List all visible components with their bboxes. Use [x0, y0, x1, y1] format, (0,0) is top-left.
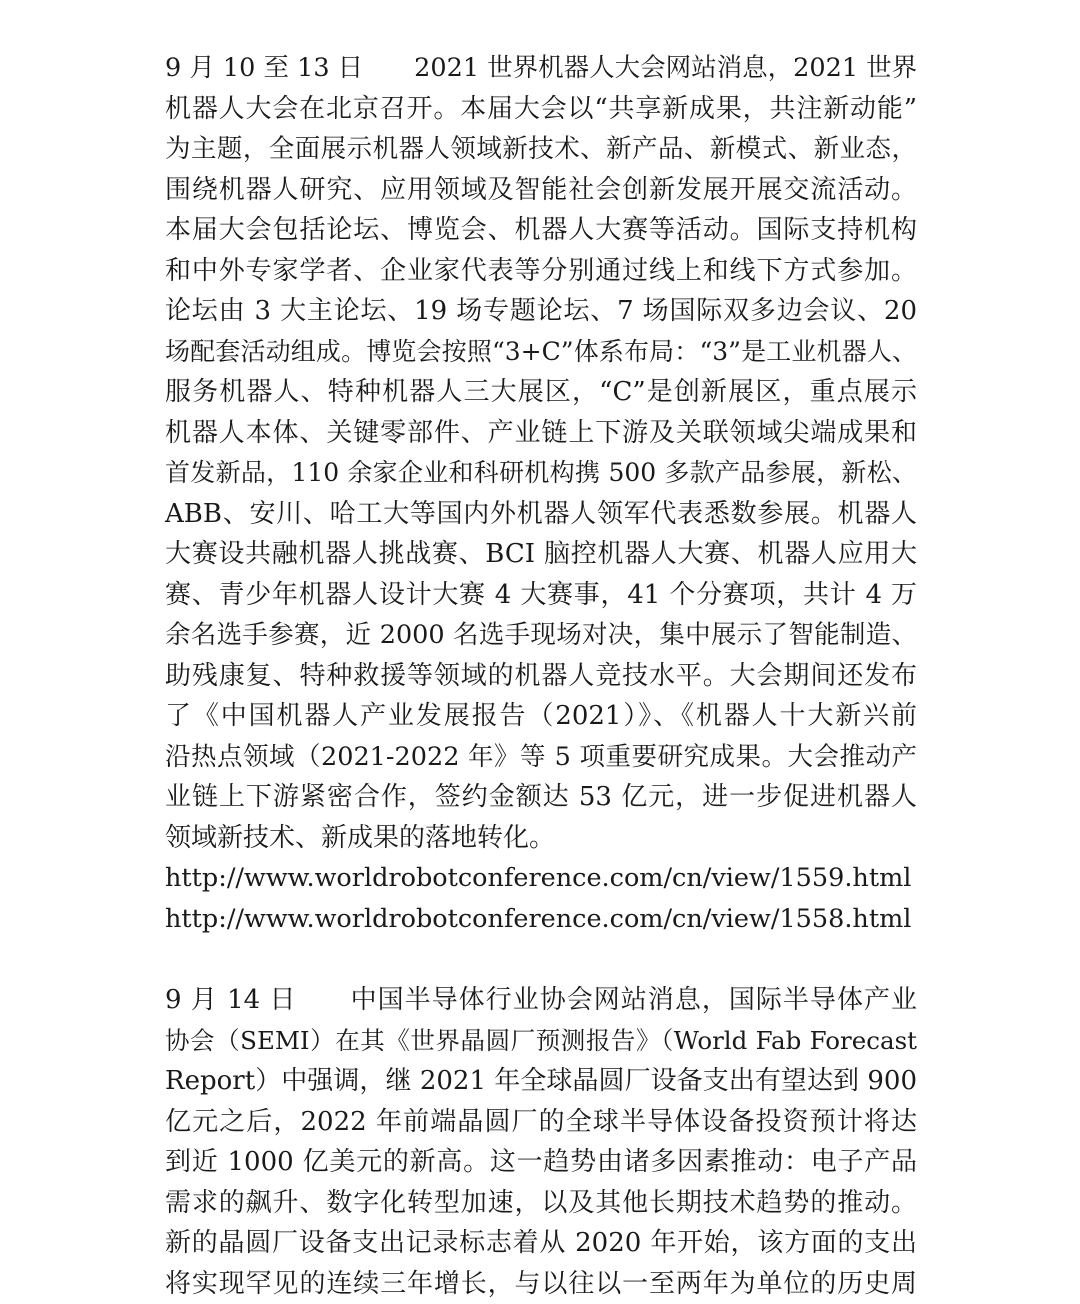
text-line: 到近 1000 亿美元的新高。这一趋势由诸多因素推动：电子产品: [165, 1142, 917, 1183]
text-line: 场配套活动组成。博览会按照“3+C”体系布局：“3”是工业机器人、: [165, 332, 917, 373]
text-line: 亿元之后，2022 年前端晶圆厂的全球半导体设备投资预计将达: [165, 1102, 917, 1143]
text-line: 和中外专家学者、企业家代表等分别通过线上和线下方式参加。: [165, 251, 917, 292]
text-line: 了《中国机器人产业发展报告（2021）》、《机器人十大新兴前: [165, 696, 917, 737]
text-line: 需求的飙升、数字化转型加速，以及其他长期技术趋势的推动。: [165, 1183, 917, 1224]
source-link[interactable]: http://www.worldrobotconference.com/cn/view/1558.html: [165, 899, 917, 940]
text-line: 协会（SEMI）在其《世界晶圆厂预测报告》（World Fab Forecast: [165, 1021, 917, 1062]
text-line: 机器人大会在北京召开。本届大会以“共享新成果，共注新动能”: [165, 89, 917, 130]
text-line: 9 月 10 至 13 日 2021 世界机器人大会网站消息，2021 世界: [165, 48, 917, 89]
text-line: 机器人本体、关键零部件、产业链上下游及关联领域尖端成果和: [165, 413, 917, 454]
text-line: 将实现罕见的连续三年增长，与以往以一至两年为单位的历史周: [165, 1264, 917, 1304]
entry-spacer: [165, 939, 917, 980]
news-entry-semiconductor: [165, 980, 917, 1304]
text-line: 为主题，全面展示机器人领域新技术、新产品、新模式、新业态，: [165, 129, 917, 170]
text-line: 赛、青少年机器人设计大赛 4 大赛事，41 个分赛项，共计 4 万: [165, 575, 917, 616]
text-line: 首发新品，110 余家企业和科研机构携 500 多款产品参展，新松、: [165, 453, 917, 494]
text-line: Report）中强调，继 2021 年全球晶圆厂设备支出有望达到 900: [165, 1061, 917, 1102]
news-entry-robot-conference: [165, 48, 917, 939]
text-line: 领域新技术、新成果的落地转化。: [165, 818, 917, 859]
text-line: 大赛设共融机器人挑战赛、BCI 脑控机器人大赛、机器人应用大: [165, 534, 917, 575]
text-line: 余名选手参赛，近 2000 名选手现场对决，集中展示了智能制造、: [165, 615, 917, 656]
text-line: 新的晶圆厂设备支出记录标志着从 2020 年开始，该方面的支出: [165, 1223, 917, 1264]
text-line: 论坛由 3 大主论坛、19 场专题论坛、7 场国际双多边会议、20: [165, 291, 917, 332]
text-line: ABB、安川、哈工大等国内外机器人领军代表悉数参展。机器人: [165, 494, 917, 535]
text-line: 围绕机器人研究、应用领域及智能社会创新发展开展交流活动。: [165, 170, 917, 211]
text-line: 助残康复、特种救援等领域的机器人竞技水平。大会期间还发布: [165, 656, 917, 697]
text-line: 沿热点领域（2021-2022 年》等 5 项重要研究成果。大会推动产: [165, 737, 917, 778]
document-page: [165, 48, 917, 1304]
text-line: 本届大会包括论坛、博览会、机器人大赛等活动。国际支持机构: [165, 210, 917, 251]
text-line: 9 月 14 日 中国半导体行业协会网站消息，国际半导体产业: [165, 980, 917, 1021]
source-link[interactable]: http://www.worldrobotconference.com/cn/view/1559.html: [165, 858, 917, 899]
text-line: 业链上下游紧密合作，签约金额达 53 亿元，进一步促进机器人: [165, 777, 917, 818]
text-line: 服务机器人、特种机器人三大展区，“C”是创新展区，重点展示: [165, 372, 917, 413]
